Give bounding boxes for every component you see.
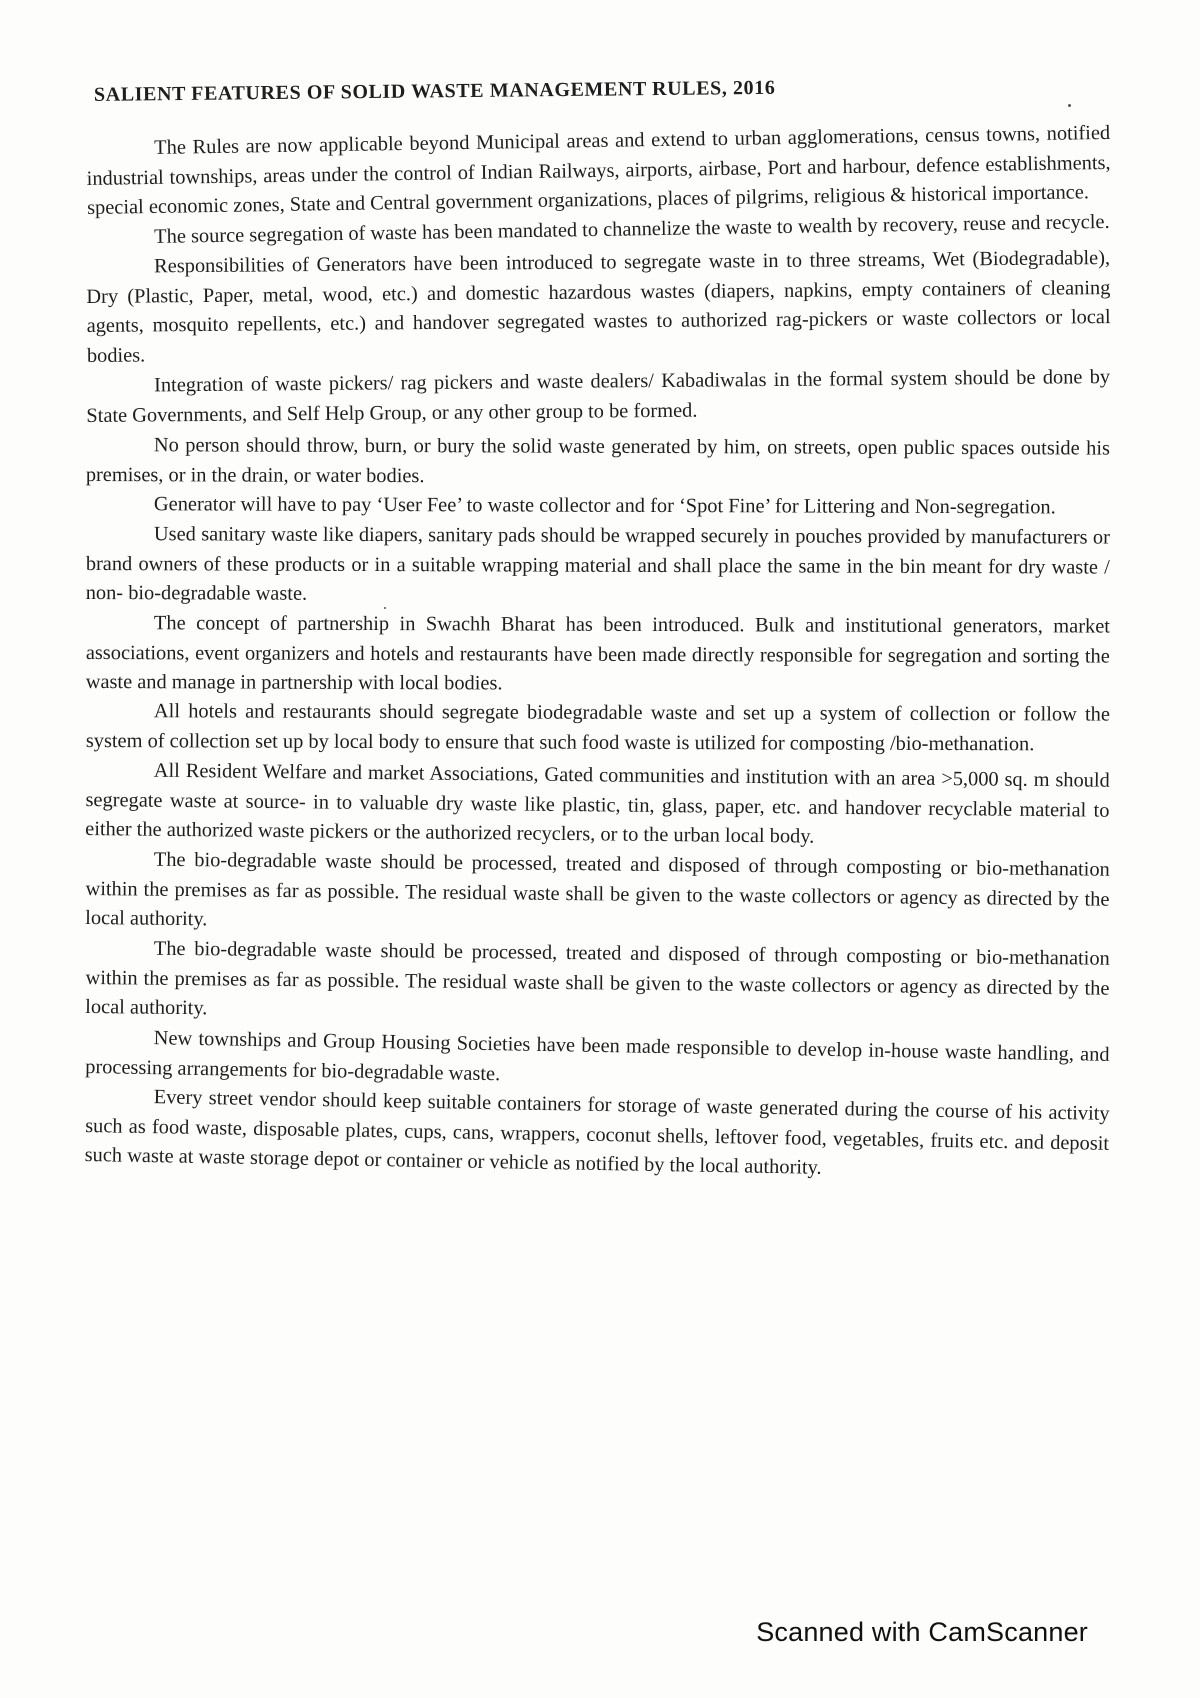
camscanner-watermark: Scanned with CamScanner [756, 1617, 1088, 1647]
paragraph-user-fee: Generator will have to pay ‘User Fee’ to waste collector and for ‘Spot Fine’ for Littering and Non-segregation. [153, 493, 1056, 519]
paragraph-waste-pickers-integration: Integration of waste pickers/ rag pickers and waste dealers/ Kabadiwalas in the formal system should be done by State Governments, and Self Help Group, or any other group to be formed. [86, 365, 1111, 427]
paragraph-swachh-bharat: The concept of partnership in Swachh Bharat has been introduced. Bulk and institutional generators, market associations, event organizers and hotels and restaurants have been made directly responsible for segregation and sorting the waste and manage in partnership with local bodies. [85, 611, 1110, 695]
scan-speck [1068, 104, 1071, 107]
paragraph-resident-welfare: All Resident Welfare and market Associations, Gated communities and institution with an area >5,000 sq. m should segregate waste at source- in to valuable dry waste like plastic, tin, glass, paper, etc. and handover recyclable material to either the authorized waste pickers or the authorized recyclers, or to the urban local body. [85, 760, 1110, 849]
paragraph-biodegradable-processing: The bio-degradable waste should be processed, treated and disposed of through composting or bio-methanation within the premises as far as possible. The residual waste shall be given to the waste collectors or agency as directed by the local authority. [85, 848, 1110, 931]
document-body [84, 76, 1111, 1180]
paragraph-hotels-restaurants: All hotels and restaurants should segregate biodegradable waste and set up a system of collection or follow the system of collection set up by local body to ensure that such food waste is utilized for composting /bio-methanation. [85, 700, 1110, 756]
paragraph-applicability: The Rules are now applicable beyond Municipal areas and extend to urban agglomerations, census towns, notified industrial townships, areas under the control of Indian Railways, airports, airbase, Port and harbour, defence establishments, special economic zones, State and Central government organizations, places of pilgrims, religious & historical importance. [86, 121, 1111, 220]
scan-speck [384, 607, 386, 609]
paragraph-new-townships: New townships and Group Housing Societies have been made responsible to develop in-house waste handling, and processing arrangements for bio-degradable waste. [85, 1026, 1110, 1085]
paragraph-biodegradable-processing-repeat: The bio-degradable waste should be processed, treated and disposed of through composting or bio-methanation within the premises as far as possible. The residual waste shall be given to the waste collectors or agency as directed by the local authority. [85, 937, 1110, 1020]
document-title: SALIENT FEATURES OF SOLID WASTE MANAGEMENT RULES, 2016 [93, 76, 776, 106]
paragraph-list [84, 121, 1111, 1180]
paragraph-sanitary-waste: Used sanitary waste like diapers, sanitary pads should be wrapped securely in pouches provided by manufacturers or brand owners of these products or in a suitable wrapping material and shall place the same in the bin meant for dry waste / non- bio-degradable waste. [85, 522, 1110, 605]
paragraph-no-burning: No person should throw, burn, or bury the solid waste generated by him, on streets, open public spaces outside his premises, or in the drain, or water bodies. [85, 434, 1110, 487]
paragraph-street-vendor: Every street vendor should keep suitable containers for storage of waste generated during the course of his activity such as food waste, disposable plates, cups, cans, wrappers, coconut shells, leftover food, vegetables, fruits etc. and deposit such waste at waste storage depot or container or vehicle as notified by the local authority. [84, 1086, 1110, 1180]
paragraph-generator-responsibilities: Responsibilities of Generators have been introduced to segregate waste in to three streams, Wet (Biodegradable), Dry (Plastic, Paper, metal, wood, etc.) and domestic hazardous wastes (diapers, napkins, empty containers of cleaning agents, mosquito repellents, etc.) and handover segregated wastes to authorized rag-pickers or waste collectors or local bodies. [86, 247, 1111, 368]
paragraph-source-segregation: The source segregation of waste has been mandated to channelize the waste to wealth by recovery, reuse and recycle. [154, 210, 1110, 248]
